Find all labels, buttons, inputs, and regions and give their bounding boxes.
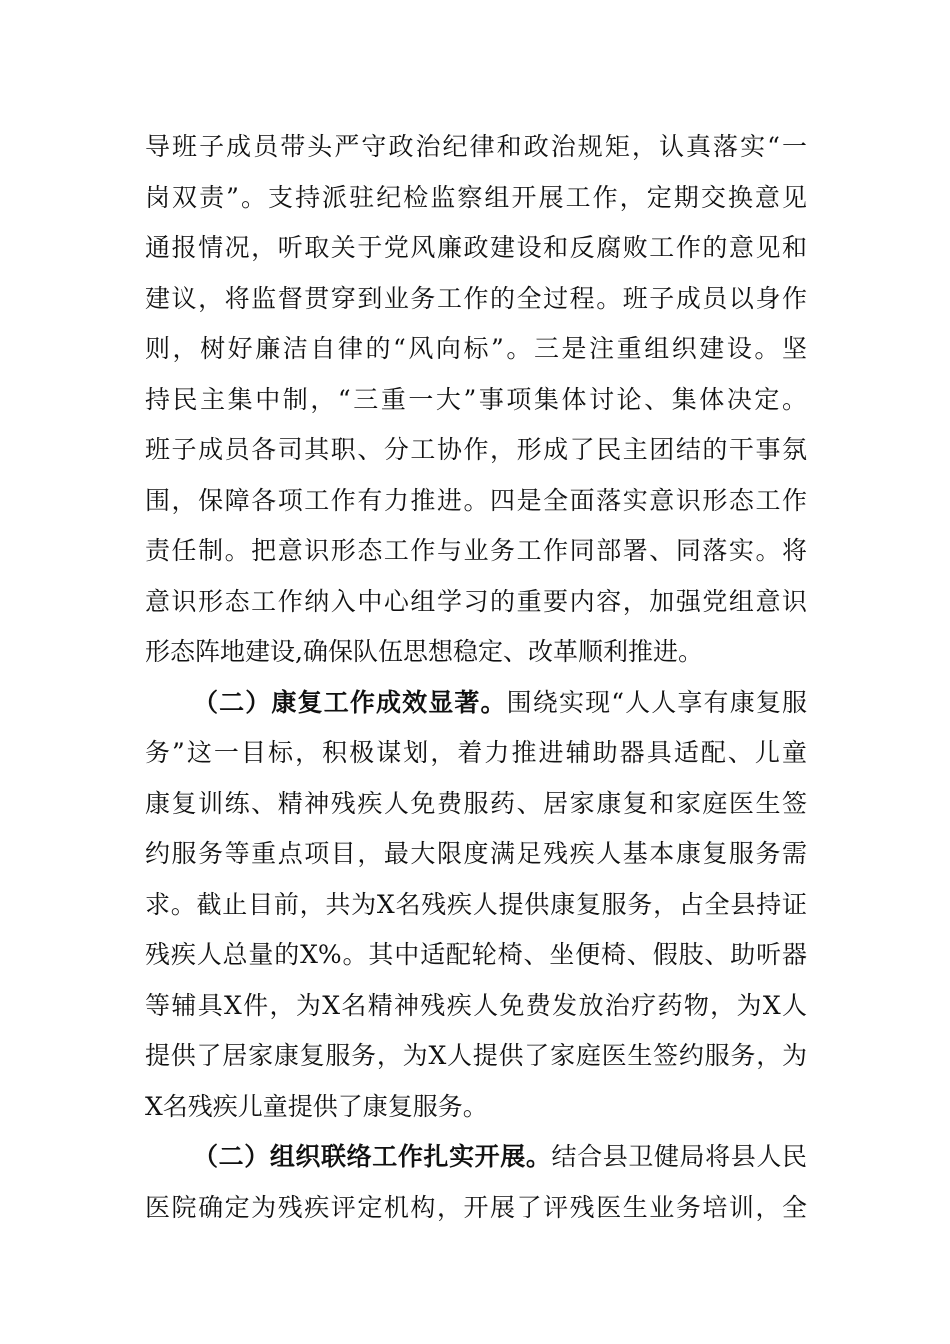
text-line [145,1132,807,1183]
section-heading: （二）组织联络工作扎实开展。 [193,1142,552,1171]
text-line: 责任制。把意识形态工作与业务工作同部署、同落实。将 [145,536,807,565]
text-line: 建议，将监督贯穿到业务工作的全过程。班子成员以身作 [145,283,807,313]
text-line: 导班子成员带头严守政治纪律和政治规矩，认真落实“一 [145,132,807,161]
text-line: 则，树好廉洁自律的“风向标”。三是注重组织建设。坚 [145,334,807,363]
text-line: 等辅具X件，为X名精神残疾人免费发放治疗药物，为X人 [145,990,807,1020]
text-line: 约服务等重点项目，最大限度满足残疾人基本康复服务需 [145,839,807,868]
text-line: 形态阵地建设,确保队伍思想稳定、改革顺利推进。 [145,637,703,666]
text-line: 通报情况，听取关于党风廉政建设和反腐败工作的意见和 [145,233,807,262]
paragraph-liaison [145,1132,807,1233]
text-line: X名残疾儿童提供了康复服务。 [145,1091,488,1121]
paragraph-party-building [145,122,807,678]
text-line: 意识形态工作纳入中心组学习的重要内容，加强党组意识 [145,586,807,616]
text-line [145,678,807,729]
text-line: 班子成员各司其职、分工协作，形成了民主团结的干事氛 [145,435,807,464]
text-line: 务”这一目标，积极谋划，着力推进辅助器具适配、儿童 [145,738,807,767]
section-heading: （二）康复工作成效显著。 [193,687,507,717]
text-run: 结合县卫健局将县人民 [551,1142,807,1171]
text-line: 求。截止目前，共为X名残疾人提供康复服务，占全县持证 [145,889,807,919]
text-line: 提供了居家康复服务，为X人提供了家庭医生签约服务，为 [145,1041,807,1070]
text-line: 持民主集中制，“三重一大”事项集体讨论、集体决定。 [145,384,807,414]
text-line: 围，保障各项工作有力推进。四是全面落实意识形态工作 [145,485,807,515]
paragraph-rehabilitation [145,678,807,1133]
text-line: 残疾人总量的X%。其中适配轮椅、坐便椅、假肢、助听器 [145,940,807,969]
text-line: 医院确定为残疾评定机构，开展了评残医生业务培训，全 [145,1192,807,1222]
text-line: 岗双责”。支持派驻纪检监察组开展工作，定期交换意见 [145,182,807,212]
text-run: 围绕实现“人人享有康复服 [506,687,807,717]
text-line: 康复训练、精神残疾人免费服药、居家康复和家庭医生签 [145,788,807,818]
